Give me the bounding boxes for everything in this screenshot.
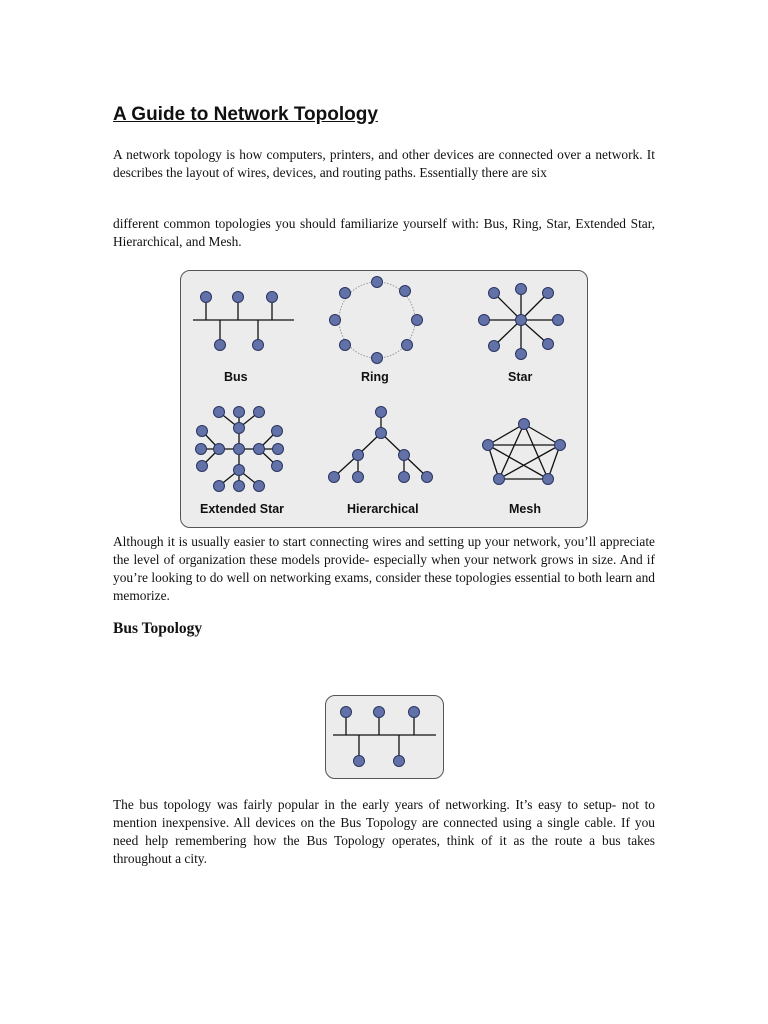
label-hierarchical: Hierarchical	[347, 502, 419, 516]
page-title: A Guide to Network Topology	[113, 104, 378, 125]
bus-topology-diagram	[325, 695, 444, 779]
hierarchical-topology-figure	[329, 407, 433, 483]
topology-overview-diagram	[180, 270, 588, 528]
label-mesh: Mesh	[509, 502, 541, 516]
intro-paragraph-2: different common topologies you should familiarize yourself with: Bus, Ring, Star, Extended Star, Hierarchical, and Mesh.	[113, 216, 655, 249]
section-heading-bus-topology: Bus Topology	[113, 620, 203, 637]
intro-paragraph-1: A network topology is how computers, printers, and other devices are connected over a network. It describes the layout of wires, devices, and routing paths. Essentially there are six	[113, 147, 655, 180]
bus-diagram-svg	[326, 696, 443, 778]
star-topology-figure	[479, 284, 564, 360]
bus-topology-paragraph: The bus topology was fairly popular in the early years of networking. It’s easy to setup- not to mention inexpensive. All devices on the Bus Topology are connected using a single cable. If you need help remembering how the Bus Topology operates, think of it as the route a bus takes throughout a city.	[113, 797, 655, 866]
after-diagram-paragraph: Although it is usually easier to start connecting wires and setting up your network, you’ll appreciate the level of organization these models provide- especially when your network grows in size. And if you’re looking to do well on networking exams, consider these topologies essential to both learn and memorize.	[113, 534, 655, 603]
label-bus: Bus	[224, 370, 248, 384]
label-star: Star	[508, 370, 533, 384]
label-ring: Ring	[361, 370, 389, 384]
topology-diagram-svg	[181, 271, 587, 527]
ring-topology-figure	[330, 277, 423, 364]
label-extended-star: Extended Star	[200, 502, 285, 516]
mesh-topology-figure	[483, 419, 566, 485]
bus-topology-figure	[193, 292, 294, 351]
extended-star-topology-figure	[196, 407, 284, 492]
